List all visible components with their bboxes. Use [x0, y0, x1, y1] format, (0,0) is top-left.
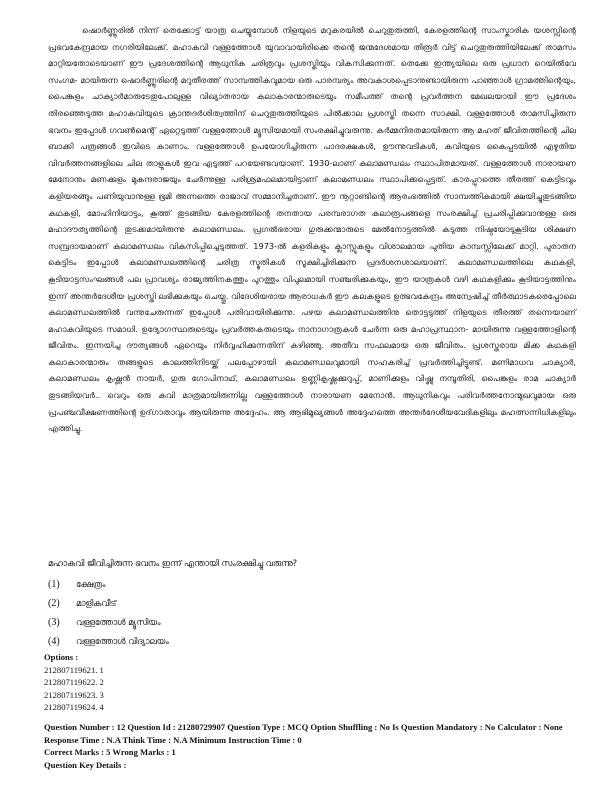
option-number: (4) — [48, 636, 60, 647]
question-text: മഹാകവി ജീവിച്ചിരുന്ന ഭവനം ഇന്ന് എന്തായി സംരക്ഷിച്ചു വരുന്നു? — [48, 558, 298, 568]
option-text: മാളികവീട് — [76, 598, 117, 608]
passage-text: ഷൊർണ്ണൂരിൽ നിന്ന് തെക്കോട്ട് യാത്ര ചെയ്യുമ്പോൾ നിളയുടെ മറുകരയിൽ ചെറുതുരുത്തി, കേരളത്തിന്റെ സാംസ്കാരിക യശസ്സിന്റെ പ്രഭവകേന്ദ്രമായ നഗരിയിലേക്ക്. മഹാകവി വള്ളത്തോൾ യുവാവായിരിക്കെ തന്റെ ജന്മദേശമായ തിരൂർ വിട്ട് ചെറുതുരുത്തിയിലേക്ക് താമസം മാറ്റിയതോടെയാണ് ഈ പ്രദേശത്തിന്റെ ആധുനിക ചരിത്രവും പ്രശസ്തിയും വികസിക്കുന്നത്. തെക്കേ ഇന്ത്യയിലെ ഒരു പ്രധാന റെയിൽവേ സംഗമ- മായിരുന്ന ഷൊർണ്ണൂരിന്റെ മറുതീരത്ത് സാമ്പത്തികവുമായ ഒരു പാരമ്പര്യം അവകാശപ്പെടാനുണ്ടായിരുന്ന പാഞ്ഞാൾ ഗ്രാമത്തിന്റെയും, പൈങ്കുളം ചാക്യാർമാരുടേതുപോലുള്ള വിഖ്യാതരായ കലാകാരന്മാരുടെയും സമീപത്ത് തന്റെ പ്രവർത്തന മേഖലയായി ഈ പ്രദേശം തിരഞ്ഞെടുത്ത മഹാകവിയുടെ ക്രാന്തദർശിത്വത്തിന് ചെറുതുരുത്തിയുടെ പിൽക്കാല പ്രശസ്തി തന്നെ സാക്ഷി. വള്ളത്തോൾ താമസിച്ചിരുന്ന ഭവനം ഇപ്പോൾ ഗവൺമെന്റ് ഏറ്റെടുത്ത് വള്ളത്തോൾ മ്യൂസിയമായി സംരക്ഷിച്ചുവരുന്നു. കർമ്മനിരതമായിരുന്ന ആ മഹത് ജീവിതത്തിന്റെ ചില ബാക്കി പത്രങ്ങൾ ഇവിടെ കാണാം. വള്ളത്തോൾ ഉപയോഗിച്ചിരുന്ന പാദരക്ഷകൾ, ഊന്നുവടികൾ, കവിയുടെ കൈപ്പടയിൽ എഴുതിയ വിവർത്തനങ്ങളിലെ ചില താളുകൾ ഇവ എടുത്ത് പറയേണ്ടവയാണ്. 1930-ലാണ് കലാമണ്ഡലം സ്ഥാപിതമായത്. വള്ളത്തോൾ നാരായണ മേനോനും മണക്കുളം മുകുന്ദരാജയും ചേർന്നുള്ള പരിശ്രമഫലമായിട്ടാണ് കലാമണ്ഡലം സ്ഥാപിക്കപ്പെട്ടത്. കാരപ്പുറത്തെ തീരത്ത് കെട്ടിടവും കളിയരങ്ങും പണിയുവാനുള്ള ഭൂമി അന്നത്തെ രാജാവ് സമ്മാനിച്ചതാണ്. ഈ നൂറ്റാണ്ടിന്റെ ആരംഭത്തിൽ സാമ്പത്തികമായി ക്ഷയിച്ചുതുടങ്ങിയ കഥകളി, മോഹിനിയാട്ടം, കൂത്ത് തുടങ്ങിയ കേരളത്തിന്റെ തനതായ പരമ്പരാഗത കലാരൂപങ്ങളെ സംരക്ഷിച്ച് പ്രചരിപ്പിക്കുവാനുള്ള ഒരു മഹാദൗത്യത്തിന്റെ തുടക്കമായിരുന്നു കലാമണ്ഡലം. പ്രഗൽഭരായ ഗുരുക്കന്മാരുടെ മേൽനോട്ടത്തിൽ കടുത്ത നിഷ്ഠയോടുകൂടിയ ശിക്ഷണ സമ്പ്രദായമാണ് കലാമണ്ഡലം വികസിപ്പിച്ചെടുത്തത്. 1973-ൽ കളരികളും ക്ലാസ്സുകളും വിശാലമായ പുതിയ കാമ്പസ്സിലേക്ക് മാറ്റി. പുരാതന കെട്ടിടം ഇപ്പോൾ കലാമണ്ഡലത്തിന്റെ ചരിത്ര സ്മൃതികൾ സൂക്ഷിച്ചിരിക്കുന്ന പ്രദർശനശാലയാണ്. കലാമണ്ഡലത്തിലെ കഥകളി, കൂടിയാട്ടസംഘങ്ങൾ പല പ്രാവശ്യം രാജ്യത്തിനകത്തും പുറത്തും വിപുലമായി സഞ്ചരിക്കുകയും, ഈ യാത്രകൾ വഴി കഥകളിക്കും കൂടിയാട്ടത്തിനും ഇന്ന് അന്തർദേശീയ പ്രശസ്തി ലഭിക്കുകയും ചെയ്തു. വിദേശിയരായ ആരാധകർ ഈ കലകളുടെ ഉത്ഭവകേന്ദ്രം അന്വേഷിച്ച് തീർത്ഥാടകരെപ്പോലെ കലാമണ്ഡലത്തിൽ വന്നുചേരുന്നത് ഇപ്പോൾ പതിവായിരിക്കുന്നു. പഴയ കലാമണ്ഡലത്തിനു തൊട്ടടുത്ത് നിളയുടെ തീരത്ത് തന്നെയാണ് മഹാകവിയുടെ സമാധി. ഉദ്യോഗസ്ഥരുടെയും പ്രവർത്തകരുടെയും നാനാഗാത്രകൾ ചേർന്ന ഒരു മഹാപ്രസ്ഥാന- മായിരുന്നു വള്ളത്തോളിന്റെ ജീവിതം. ഇന്നയിച്ച ദൗത്യങ്ങൾ ഏറെയും നിർവ്വഹിക്കുന്നതിന് കഴിഞ്ഞു. അതീവ സഫലമായ ഒരു ജീവിതം. പ്രശസ്തരായ മിക്ക കഥകളി കലാകാരന്മാരും തങ്ങളുടെ കാലത്തിനിടയ്ക്ക് പലപ്പോഴായി കലാമണ്ഡലവുമായി സഹകരിച്ച് പ്രവർത്തിച്ചിട്ടുണ്ട്. മണിമാധവ ചാക്യാർ, കലാമണ്ഡലം കൃഷ്ണൻ നായർ, ഗുരു ഗോപിനാഥ്, കലാമണ്ഡലം ഉണ്ണികൃഷ്ണക്കുറുപ്പ്, മാണിക്കുളം വിഷ്ണു നമ്പൂതിരി, പൈങ്കുളം രാമ ചാക്യാർ തുടങ്ങിയവർ.. വെറും ഒരു കവി മാത്രമായിരുന്നില്ല വള്ളത്തോൾ നാരായണ മേനോൻ. ആധുനികവും പരിവർത്തനോന്മുഖവുമായ ഒരു പ്രപഞ്ചവീക്ഷണത്തിന്റെ ഉദ്‌ഗാതാവും ആയിരുന്നു അദ്ദേഹം. ആ ആഭിമുഖ്യങ്ങൾ അദ്ദേഹത്തെ അന്തർദേശീയവേദികളിലും മഹത്സന്നിധികളിലും എത്തിച്ചു. — [48, 25, 576, 434]
options-list — [48, 575, 348, 651]
option-id: 212807119624. 4 — [44, 702, 104, 712]
option-number: (2) — [48, 598, 60, 609]
option-number: (1) — [48, 579, 60, 590]
question-meta-line: Question Number : 12 Question Id : 21280729907 Question Type : MCQ Option Shuffling : No Is Question Mandatory : No Calculator : None — [44, 722, 563, 732]
option-1[interactable] — [48, 575, 348, 594]
option-id: 212807119622. 2 — [44, 677, 104, 687]
option-2[interactable] — [48, 594, 348, 613]
option-3[interactable] — [48, 613, 348, 632]
option-4[interactable] — [48, 632, 348, 651]
response-time-line: Response Time : N.A Think Time : N.A Minimum Instruction Time : 0 — [44, 734, 302, 745]
key-details-line: Question Key Details : — [44, 759, 127, 770]
options-heading: Options : — [44, 652, 79, 662]
question-info-block — [44, 721, 584, 771]
reading-passage — [48, 22, 576, 437]
option-ids-block — [44, 651, 584, 714]
option-number: (3) — [48, 617, 60, 628]
option-text: വള്ളത്തോൾ മ്യൂസിയം — [76, 617, 161, 627]
option-id: 212807119621. 1 — [44, 664, 104, 675]
marks-line: Correct Marks : 5 Wrong Marks : 1 — [44, 747, 176, 757]
option-text: ക്ഷേത്രം — [76, 579, 106, 589]
option-text: വള്ളത്തോൾ വിദ്യാലയം — [76, 636, 169, 646]
option-id: 212807119623. 3 — [44, 689, 104, 700]
